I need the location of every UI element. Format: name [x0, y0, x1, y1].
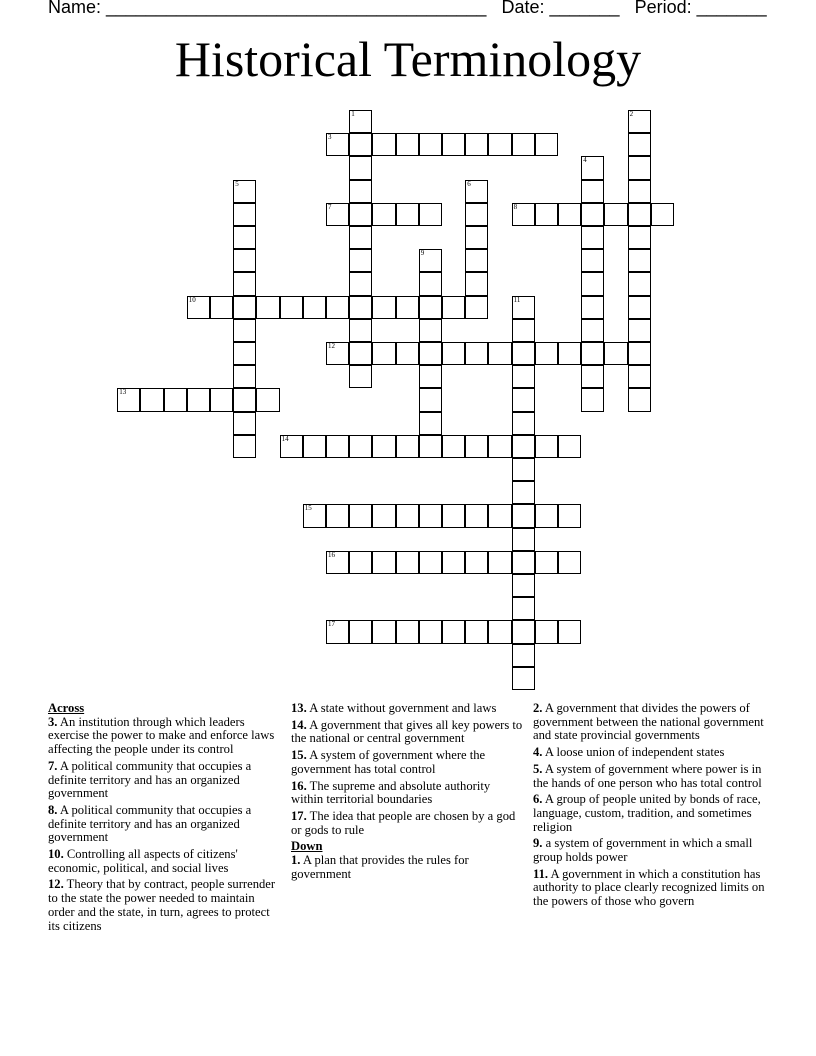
crossword-cell[interactable] [488, 133, 511, 156]
crossword-cell[interactable] [581, 388, 604, 411]
crossword-cell[interactable] [349, 110, 372, 133]
crossword-cell[interactable] [419, 388, 442, 411]
clue-number-label: 11 [513, 295, 521, 304]
clue-number-label: 4 [583, 156, 587, 165]
crossword-cell[interactable] [465, 551, 488, 574]
crossword-cell[interactable] [465, 504, 488, 527]
crossword-cell[interactable] [419, 342, 442, 365]
crossword-cell[interactable] [326, 296, 349, 319]
crossword-cell[interactable] [349, 319, 372, 342]
crossword-cell[interactable] [465, 249, 488, 272]
crossword-cell[interactable] [372, 133, 395, 156]
crossword-cell[interactable] [512, 667, 535, 690]
crossword-cell[interactable] [628, 388, 651, 411]
crossword-cell[interactable] [442, 551, 465, 574]
clue-number-label: 6 [467, 179, 471, 188]
crossword-cell[interactable] [419, 203, 442, 226]
clue-across-8: 8. A political community that occupies a definite territory and has an organized government [48, 802, 252, 845]
crossword-cell[interactable] [372, 620, 395, 643]
crossword-cell[interactable] [628, 180, 651, 203]
crossword-cell[interactable] [396, 203, 419, 226]
crossword-cell[interactable] [512, 388, 535, 411]
clue-number-label: 16 [328, 550, 335, 559]
clue-down-11: 11. A government in which a constitution has authority to place clearly recognized limits on the powers of those who govern [533, 866, 765, 909]
crossword-cell[interactable] [396, 435, 419, 458]
clue-across-3: 3. An institution through which leaders exercise the power to make and enforce laws affecting the people under its control [48, 714, 275, 757]
crossword-cell[interactable] [628, 133, 651, 156]
crossword-cell[interactable] [535, 504, 558, 527]
crossword-cell[interactable] [512, 296, 535, 319]
clues-column-2 [291, 702, 523, 884]
clue-number-label: 3 [328, 133, 332, 142]
crossword-cell[interactable] [558, 620, 581, 643]
clue-across-17: 17. The idea that people are chosen by a god or gods to rule [291, 808, 516, 837]
crossword-cell[interactable] [372, 504, 395, 527]
across-heading: Across [48, 701, 85, 715]
crossword-cell[interactable] [512, 551, 535, 574]
crossword-cell[interactable] [396, 296, 419, 319]
crossword-cell[interactable] [396, 551, 419, 574]
crossword-cell[interactable] [326, 342, 349, 365]
crossword-cell[interactable] [233, 180, 256, 203]
crossword-cell[interactable] [419, 319, 442, 342]
crossword-cell[interactable] [512, 620, 535, 643]
crossword-cell[interactable] [280, 435, 303, 458]
crossword-cell[interactable] [372, 342, 395, 365]
crossword-cell[interactable] [419, 412, 442, 435]
clue-across-16: 16. The supreme and absolute authority within territorial boundaries [291, 778, 491, 807]
crossword-cell[interactable] [512, 412, 535, 435]
crossword-cell[interactable] [303, 435, 326, 458]
crossword-cell[interactable] [512, 504, 535, 527]
clue-down-2: 2. A government that divides the powers of government between the national government and state provincial governments [533, 701, 764, 743]
crossword-cell[interactable] [488, 435, 511, 458]
crossword-cell[interactable] [396, 133, 419, 156]
crossword-cell[interactable] [349, 435, 372, 458]
crossword-cell[interactable] [628, 203, 651, 226]
crossword-cell[interactable] [233, 249, 256, 272]
crossword-cell[interactable] [442, 133, 465, 156]
clue-number-label: 14 [281, 434, 289, 443]
clue-across-15: 15. A system of government where the government has total control [291, 748, 486, 776]
crossword-cell[interactable] [512, 644, 535, 667]
crossword-cell[interactable] [512, 435, 535, 458]
crossword-cell[interactable] [628, 342, 651, 365]
crossword-cell[interactable] [256, 296, 279, 319]
crossword-cell[interactable] [535, 620, 558, 643]
crossword-cell[interactable] [442, 435, 465, 458]
crossword-cell[interactable] [535, 551, 558, 574]
crossword-cell[interactable] [628, 296, 651, 319]
crossword-cell[interactable] [233, 342, 256, 365]
crossword-cell[interactable] [233, 319, 256, 342]
page-title: Historical Terminology [174, 31, 642, 87]
crossword-cell[interactable] [512, 597, 535, 620]
crossword-cell[interactable] [512, 528, 535, 551]
crossword-cell[interactable] [303, 296, 326, 319]
crossword-cell[interactable] [280, 296, 303, 319]
crossword-cell[interactable] [581, 156, 604, 179]
crossword-cell[interactable] [465, 435, 488, 458]
crossword-cell[interactable] [419, 504, 442, 527]
crossword-cell[interactable] [349, 203, 372, 226]
clue-number-label: 9 [420, 249, 425, 258]
crossword-cell[interactable] [581, 319, 604, 342]
clue-down-1: 1. A plan that provides the rules for government [291, 853, 469, 881]
crossword-cell[interactable] [512, 458, 535, 481]
crossword-cell[interactable] [535, 203, 558, 226]
crossword-cell[interactable] [581, 180, 604, 203]
crossword-cell[interactable] [628, 249, 651, 272]
crossword-cell[interactable] [465, 296, 488, 319]
crossword-cell[interactable] [349, 296, 372, 319]
clue-number-label: 10 [188, 295, 196, 304]
crossword-cell[interactable] [372, 551, 395, 574]
name-field[interactable]: Name: ______________________________________ [48, 0, 487, 17]
date-field[interactable]: Date: _______ [501, 0, 620, 17]
clue-number-label: 13 [119, 388, 127, 397]
crossword-cell[interactable] [419, 272, 442, 295]
crossword-cell[interactable] [465, 133, 488, 156]
crossword-cell[interactable] [465, 342, 488, 365]
crossword-cell[interactable] [349, 133, 372, 156]
crossword-cell[interactable] [465, 203, 488, 226]
crossword-cell[interactable] [233, 412, 256, 435]
crossword-cell[interactable] [512, 133, 535, 156]
crossword-cell[interactable] [233, 296, 256, 319]
crossword-cell[interactable] [558, 551, 581, 574]
crossword-cell[interactable] [396, 342, 419, 365]
down-heading: Down [291, 839, 323, 854]
crossword-cell[interactable] [581, 226, 604, 249]
clue-down-5: 5. A system of government where power is in the hands of one person who has total control [533, 761, 762, 790]
crossword-cell[interactable] [535, 435, 558, 458]
clue-down-6: 6. A group of people united by bonds of race, language, custom, tradition, and sometimes religion [533, 792, 761, 834]
crossword-cell[interactable] [233, 388, 256, 411]
clue-across-12: 12. Theory that by contract, people surrender to the state the power needed to maintain order and the state, in turn, agrees to protect its citizens [48, 877, 276, 933]
crossword-cell[interactable] [604, 203, 627, 226]
clue-across-14: 14. A government that gives all key powers to the national or central government [291, 717, 523, 746]
crossword-cell[interactable] [628, 319, 651, 342]
crossword-cell[interactable] [581, 296, 604, 319]
crossword-cell[interactable] [628, 110, 651, 133]
crossword-cell[interactable] [396, 620, 419, 643]
crossword-cell[interactable] [465, 620, 488, 643]
crossword-cell[interactable] [512, 365, 535, 388]
crossword-cell[interactable] [372, 203, 395, 226]
clue-number-label: 12 [328, 342, 335, 350]
crossword-cell[interactable] [326, 504, 349, 527]
crossword-cell[interactable] [419, 133, 442, 156]
crossword-cell[interactable] [442, 620, 465, 643]
crossword-cell[interactable] [349, 156, 372, 179]
crossword-cell[interactable] [512, 574, 535, 597]
crossword-cell[interactable] [628, 272, 651, 295]
crossword-cell[interactable] [581, 365, 604, 388]
crossword-cell[interactable] [187, 296, 210, 319]
crossword-cell[interactable] [256, 388, 279, 411]
crossword-cell[interactable] [326, 551, 349, 574]
crossword-cell[interactable] [465, 226, 488, 249]
crossword-cell[interactable] [628, 365, 651, 388]
crossword-cell[interactable] [442, 342, 465, 365]
crossword-cell[interactable] [558, 435, 581, 458]
clues-column-1 [48, 702, 284, 936]
crossword-cell[interactable] [581, 203, 604, 226]
crossword-cell[interactable] [372, 296, 395, 319]
crossword-cell[interactable] [651, 203, 674, 226]
crossword-cell[interactable] [488, 504, 511, 527]
crossword-cell[interactable] [396, 504, 419, 527]
crossword-cell[interactable] [187, 388, 210, 411]
crossword-cell[interactable] [349, 226, 372, 249]
crossword-cell[interactable] [349, 504, 372, 527]
crossword-cell[interactable] [419, 296, 442, 319]
crossword-cell[interactable] [512, 203, 535, 226]
crossword-cell[interactable] [442, 504, 465, 527]
crossword-cell[interactable] [535, 133, 558, 156]
crossword-cell[interactable] [164, 388, 187, 411]
crossword-cell[interactable] [303, 504, 326, 527]
crossword-cell[interactable] [628, 156, 651, 179]
clue-number-label: 7 [328, 202, 332, 211]
crossword-cell[interactable] [419, 551, 442, 574]
crossword-cell[interactable] [558, 203, 581, 226]
crossword-cell[interactable] [488, 620, 511, 643]
clue-number-label: 1 [351, 110, 355, 118]
crossword-cell[interactable] [535, 342, 558, 365]
crossword-cell[interactable] [465, 272, 488, 295]
crossword-cell[interactable] [349, 180, 372, 203]
clue-down-9: 9. a system of government in which a small group holds power [533, 836, 753, 865]
crossword-cell[interactable] [372, 435, 395, 458]
crossword-cell[interactable] [512, 319, 535, 342]
crossword-cell[interactable] [512, 481, 535, 504]
clue-across-7: 7. A political community that occupies a definite territory and has an organized government [48, 758, 252, 801]
crossword-cell[interactable] [233, 435, 256, 458]
clue-across-13: 13. A state without government and laws [291, 701, 497, 715]
crossword-cell[interactable] [349, 551, 372, 574]
clue-number-label: 2 [629, 110, 634, 118]
crossword-cell[interactable] [349, 620, 372, 643]
crossword-cell[interactable] [233, 272, 256, 295]
crossword-cell[interactable] [558, 504, 581, 527]
clue-number-label: 8 [513, 202, 518, 211]
crossword-cell[interactable] [349, 272, 372, 295]
crossword-cell[interactable] [210, 296, 233, 319]
crossword-cell[interactable] [512, 342, 535, 365]
crossword-cell[interactable] [488, 551, 511, 574]
period-field[interactable]: Period: _______ [634, 0, 767, 17]
crossword-cell[interactable] [604, 342, 627, 365]
clue-down-4: 4. A loose union of independent states [533, 745, 725, 760]
crossword-cell[interactable] [581, 342, 604, 365]
crossword-cell[interactable] [465, 180, 488, 203]
crossword-cell[interactable] [558, 342, 581, 365]
crossword-cell[interactable] [117, 388, 140, 411]
crossword-cell[interactable] [233, 226, 256, 249]
clue-across-10: 10. Controlling all aspects of citizens' economic, political, and social lives [48, 847, 238, 875]
crossword-cell[interactable] [349, 249, 372, 272]
crossword-cell[interactable] [326, 620, 349, 643]
crossword-cell[interactable] [326, 133, 349, 156]
crossword-cell[interactable] [349, 342, 372, 365]
crossword-cell[interactable] [233, 365, 256, 388]
crossword-cell[interactable] [442, 296, 465, 319]
clues-column-3 [533, 702, 769, 912]
clue-number-label: 15 [304, 504, 312, 513]
crossword-cell[interactable] [419, 620, 442, 643]
crossword-cell[interactable] [628, 226, 651, 249]
crossword-cell[interactable] [210, 388, 233, 411]
crossword-cell[interactable] [581, 272, 604, 295]
crossword-cell[interactable] [419, 365, 442, 388]
crossword-cell[interactable] [140, 388, 163, 411]
crossword-cell[interactable] [326, 435, 349, 458]
crossword-cell[interactable] [233, 203, 256, 226]
clue-number-label: 5 [235, 179, 239, 188]
crossword-cell[interactable] [488, 342, 511, 365]
crossword-cell[interactable] [581, 249, 604, 272]
crossword-cell[interactable] [419, 435, 442, 458]
crossword-cell[interactable] [349, 365, 372, 388]
clue-number-label: 17 [328, 620, 335, 629]
crossword-cell[interactable] [326, 203, 349, 226]
crossword-cell[interactable] [419, 249, 442, 272]
